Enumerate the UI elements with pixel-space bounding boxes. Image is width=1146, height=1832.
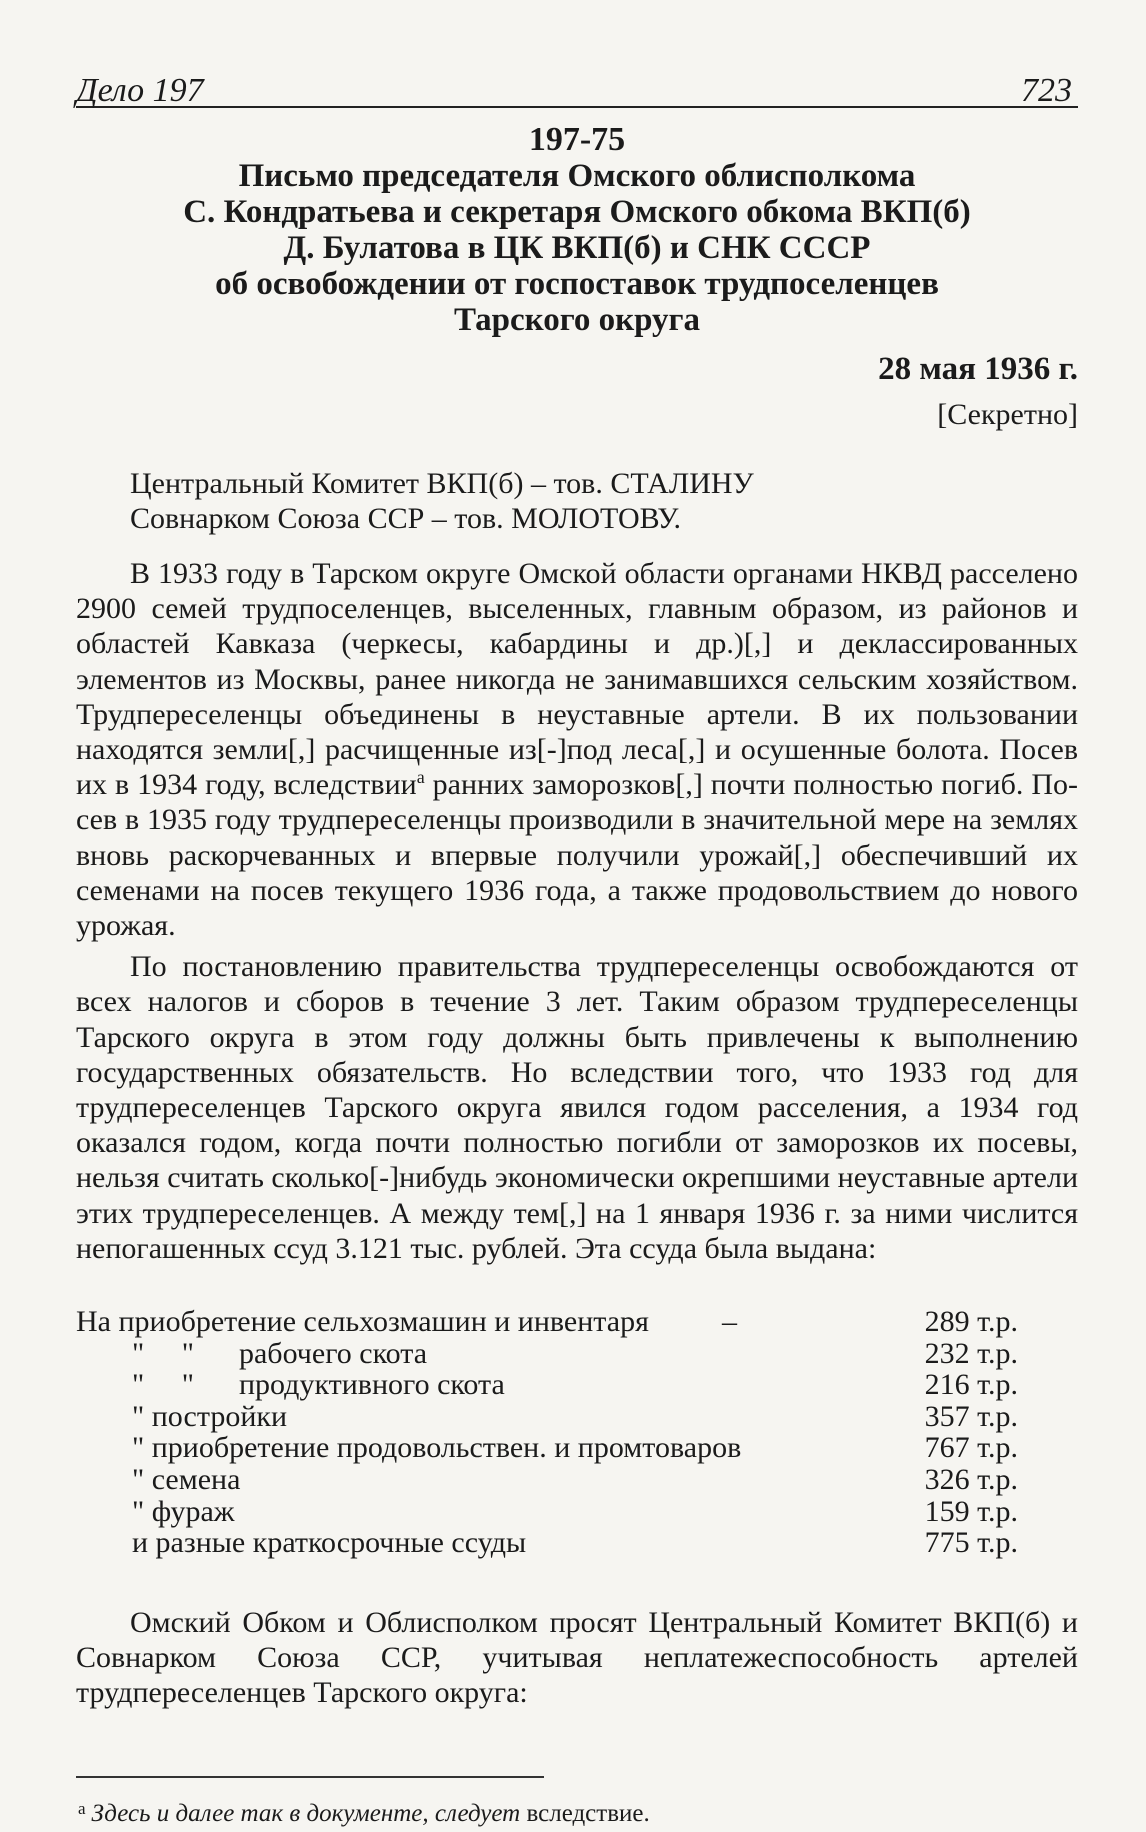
addressee-line: Центральный Комитет ВКП(б) – тов. СТАЛИНУ (130, 467, 754, 500)
case-number: Дело 197 (76, 72, 204, 109)
closing-paragraph: Омский Обком и Облисполком просят Центральный Комитет ВКП(б) и Совнарком Союза ССР, учитывая неплатежеспособность артелей трудпереселенцев Тарского округа: (76, 1605, 1078, 1710)
paragraph-1-part-2: ранних заморозков[,] почти полностью погиб. Посев в 1935 году трудпереселенцы производили в значительной мере на землях вновь раскорчеванных и впервые получили урожай[,] обеспечивший их семенами на посев текущего 1936 года, а также продовольствием до нового урожая. (76, 768, 1078, 943)
loan-label: " семена (132, 1463, 241, 1497)
loan-row (76, 1432, 1078, 1464)
loan-label: " " продуктивного скота (132, 1368, 505, 1402)
loan-amount: 232 т.р. (924, 1336, 1018, 1370)
loan-amount: 159 т.р. (924, 1494, 1018, 1528)
loan-row (76, 1369, 1078, 1401)
document-page (76, 60, 1078, 1831)
footnote-mark: а (78, 1799, 86, 1819)
addressee-line: Совнарком Союза ССР – тов. МОЛОТОВУ. (130, 502, 682, 535)
loan-row (76, 1306, 1078, 1338)
loan-label: На приобретение сельхозмашин и инвентаря (76, 1305, 649, 1339)
addressee-block (76, 466, 1078, 536)
loan-dash: – (722, 1305, 737, 1339)
document-date: 28 мая 1936 г. (878, 351, 1078, 387)
loan-row (76, 1496, 1078, 1528)
footnote (76, 1792, 1078, 1831)
loan-amount: 767 т.р. (924, 1431, 1018, 1465)
running-head (76, 60, 1078, 108)
title-line: Письмо председателя Омского облисполкома (238, 158, 916, 194)
loan-amount: 216 т.р. (924, 1368, 1018, 1402)
document-title-block (76, 122, 1078, 338)
loan-list (76, 1306, 1078, 1559)
classification-mark: [Секретно] (937, 398, 1078, 431)
title-line: Д. Булатова в ЦК ВКП(б) и СНК СССР (283, 230, 871, 266)
loan-amount: 357 т.р. (924, 1399, 1018, 1433)
paragraph-1 (76, 556, 1078, 943)
footnote-divider (76, 1776, 544, 1778)
loan-label: " приобретение продовольствен. и промтоваров (132, 1431, 742, 1465)
loan-amount: 289 т.р. (924, 1305, 1018, 1339)
title-line: С. Кондратьева и секретаря Омского обкома ВКП(б) (183, 194, 971, 230)
footnote-italic-text: Здесь и далее так в документе, следует (91, 1800, 521, 1828)
loan-label: " постройки (132, 1399, 288, 1433)
loan-row (76, 1401, 1078, 1433)
loan-row (76, 1338, 1078, 1370)
footnote-reference: а (416, 767, 425, 788)
title-line: об освобождении от госпоставок трудпоселенцев (215, 266, 939, 302)
document-number: 197-75 (528, 121, 626, 158)
loan-amount: 326 т.р. (924, 1463, 1018, 1497)
title-line: Тарского округа (453, 302, 701, 338)
loan-label: и разные краткосрочные ссуды (132, 1526, 527, 1560)
page-number: 723 (1021, 72, 1072, 109)
loan-row (76, 1464, 1078, 1496)
loan-amount: 775 т.р. (924, 1526, 1018, 1560)
loan-label: " фураж (132, 1494, 235, 1528)
loan-label: " " рабочего скота (132, 1336, 428, 1370)
footnote-plain-text: вследствие. (520, 1800, 650, 1828)
paragraph-2: По постановлению правительства трудпереселенцы освобождаются от всех налогов и сборов в течение 3 лет. Таким образом трудпереселенцы Тарского округа в этом году должны быть привлечены к выполнению государственных обязательств. Но вследствии того, что 1933 год для трудпереселенцев Тарского округа явился годом расселения, а 1934 год оказался годом, когда почти полностью погибли от заморозков их посевы, нельзя считать сколько[-]нибудь экономически окрепшими неуставные артели этих трудпереселенцев. А между тем[,] на 1 января 1936 г. за ними числится непогашенных ссуд 3.121 тыс. рублей. Эта ссуда была выдана: (76, 950, 1078, 1265)
loan-row (76, 1527, 1078, 1559)
paragraph-1-part-1: В 1933 году в Тарском округе Омской области органами НКВД расселено 2900 семей трудпоселенцев, выселенных, главным образом, из районов и областей Кавказа (черкесы, кабардины и др.)[,] и деклассированных элементов из Москвы, ранее никогда не занимавшихся сельским хозяйством. Трудпереселенцы объединены в неуставные артели. В их пользовании находятся земли[,] расчищенные из[-]под леса[,] и осушенные болота. Посев их в 1934 году, вследствии (76, 557, 1078, 802)
